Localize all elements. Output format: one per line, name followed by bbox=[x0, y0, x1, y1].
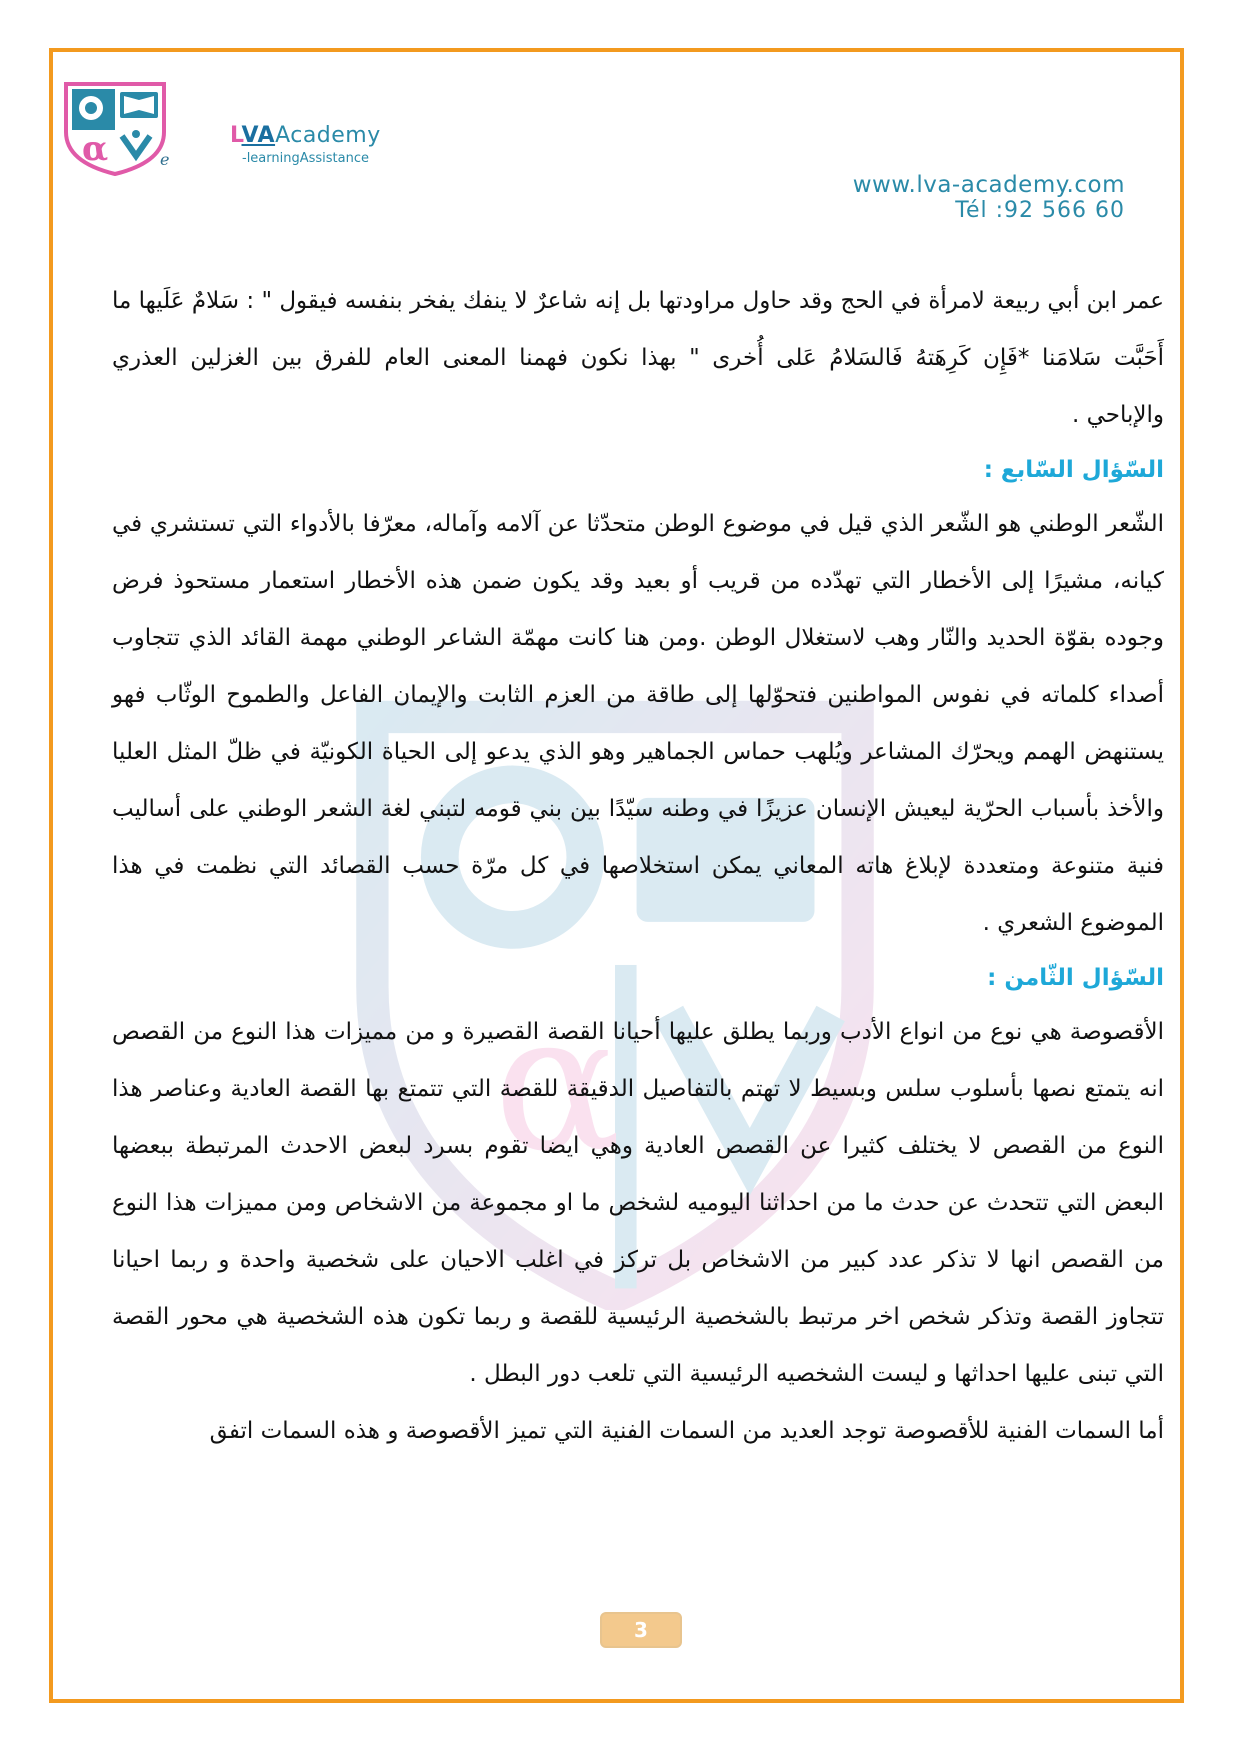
website-link[interactable]: www.lva-academy.com bbox=[852, 172, 1125, 198]
page-number: 3 bbox=[600, 1612, 682, 1648]
brand-block bbox=[230, 123, 381, 166]
closing-paragraph: أما السمات الفنية للأقصوصة توجد العديد من السمات الفنية التي تميز الأقصوصة و هذه السمات اتفق bbox=[209, 1418, 1164, 1444]
brand-tagline: -learningAssistance bbox=[242, 151, 369, 166]
svg-text:α: α bbox=[493, 973, 622, 1194]
logo-letter: e bbox=[160, 150, 170, 169]
question-8-paragraph: الأقصوصة هي نوع من انواع الأدب وربما يطلق عليها أحيانا القصة القصيرة و من مميزات هذا النوع من القصص انه يتمتع نصها بأسلوب سلس وبسيط لا تهتم بالتفاصيل الدقيقة للقصة التي تتمتع بها القصة العادية وعناصر هذا النوع من القصص لا يختلف كثيرا عن القصص العادية وهي ايضا تقوم بسرد لبعض الاحدث المرتبطة ببعضها البعض التي تتحدث عن حدث ما من احداثنا اليوميه لشخص ما او مجموعة من الاشخاص ومن مميزات هذا النوع من القصص انها لا تذكر عدد كبير من الاشخاص بل تركز في اغلب الاحيان على شخصية واحدة و ربما احيانا تتجاوز القصة وتذكر شخص اخر مرتبط بالشخصية الرئيسية للقصة و ربما تكون هذه الشخصية هي محور القصة التي تبنى عليها احداثها و ليست الشخصيه الرئيسية التي تلعب دور البطل . bbox=[112, 1019, 1164, 1387]
contact-block bbox=[853, 172, 1125, 223]
academy-logo-icon bbox=[60, 80, 170, 176]
question-7-heading: السّؤال السّابع : bbox=[983, 457, 1164, 483]
intro-paragraph: عمر ابن أبي ربيعة لامرأة في الحج وقد حاول مراودتها بل إنه شاعرٌ لا ينفك يفخر بنفسه فيقول " : سَلامٌ عَلَيها ما أَحَبَّت سَلامَنا *فَإِن كَرِهَتهُ فَالسَلامُ عَلى أُخرى " بهذا نكون فهمنا المعنى العام للفرق بين الغزلين العذري والإباحي . bbox=[112, 288, 1164, 428]
question-8-heading: السّؤال الثّامن : bbox=[987, 965, 1164, 991]
document-body bbox=[112, 273, 1164, 1460]
phone-number: Tél :92 566 60 bbox=[955, 198, 1125, 223]
svg-text:α: α bbox=[82, 129, 109, 169]
question-7-paragraph: الشّعر الوطني هو الشّعر الذي قيل في موضوع الوطن متحدّثا عن آلامه وآماله، معرّفا بالأدواء التي تستشري في كيانه، مشيرًا إلى الأخطار التي تهدّده من قريب أو بعيد وقد يكون ضمن هذه الأخطار استعمار مستحوذ فرض وجوده بقوّة الحديد والنّار وهب لاستغلال الوطن .ومن هنا كانت مهمّة الشاعر الوطني مهمة القائد الذي تتجاوب أصداء كلماته في نفوس المواطنين فتحوّلها إلى طاقة من العزم الثابت والإيمان الفاعل والطموح الوثّاب فهو يستنهض الهمم ويحرّك المشاعر ويُلهب حماس الجماهير وهو الذي يدعو إلى الحياة الكونيّة في ظلّ المثل العليا والأخذ بأسباب الحرّية ليعيش الإنسان عزيزًا في وطنه سيّدًا بين بني قومه لتبني لغة الشعر الوطني على أساليب فنية متنوعة ومتعددة لإبلاغ هاته المعاني يمكن استخلاصها في كل مرّة حسب القصائد التي نظمت في هذا الموضوع الشعري . bbox=[112, 511, 1164, 936]
brand-name: LVAAcademy bbox=[230, 123, 381, 148]
